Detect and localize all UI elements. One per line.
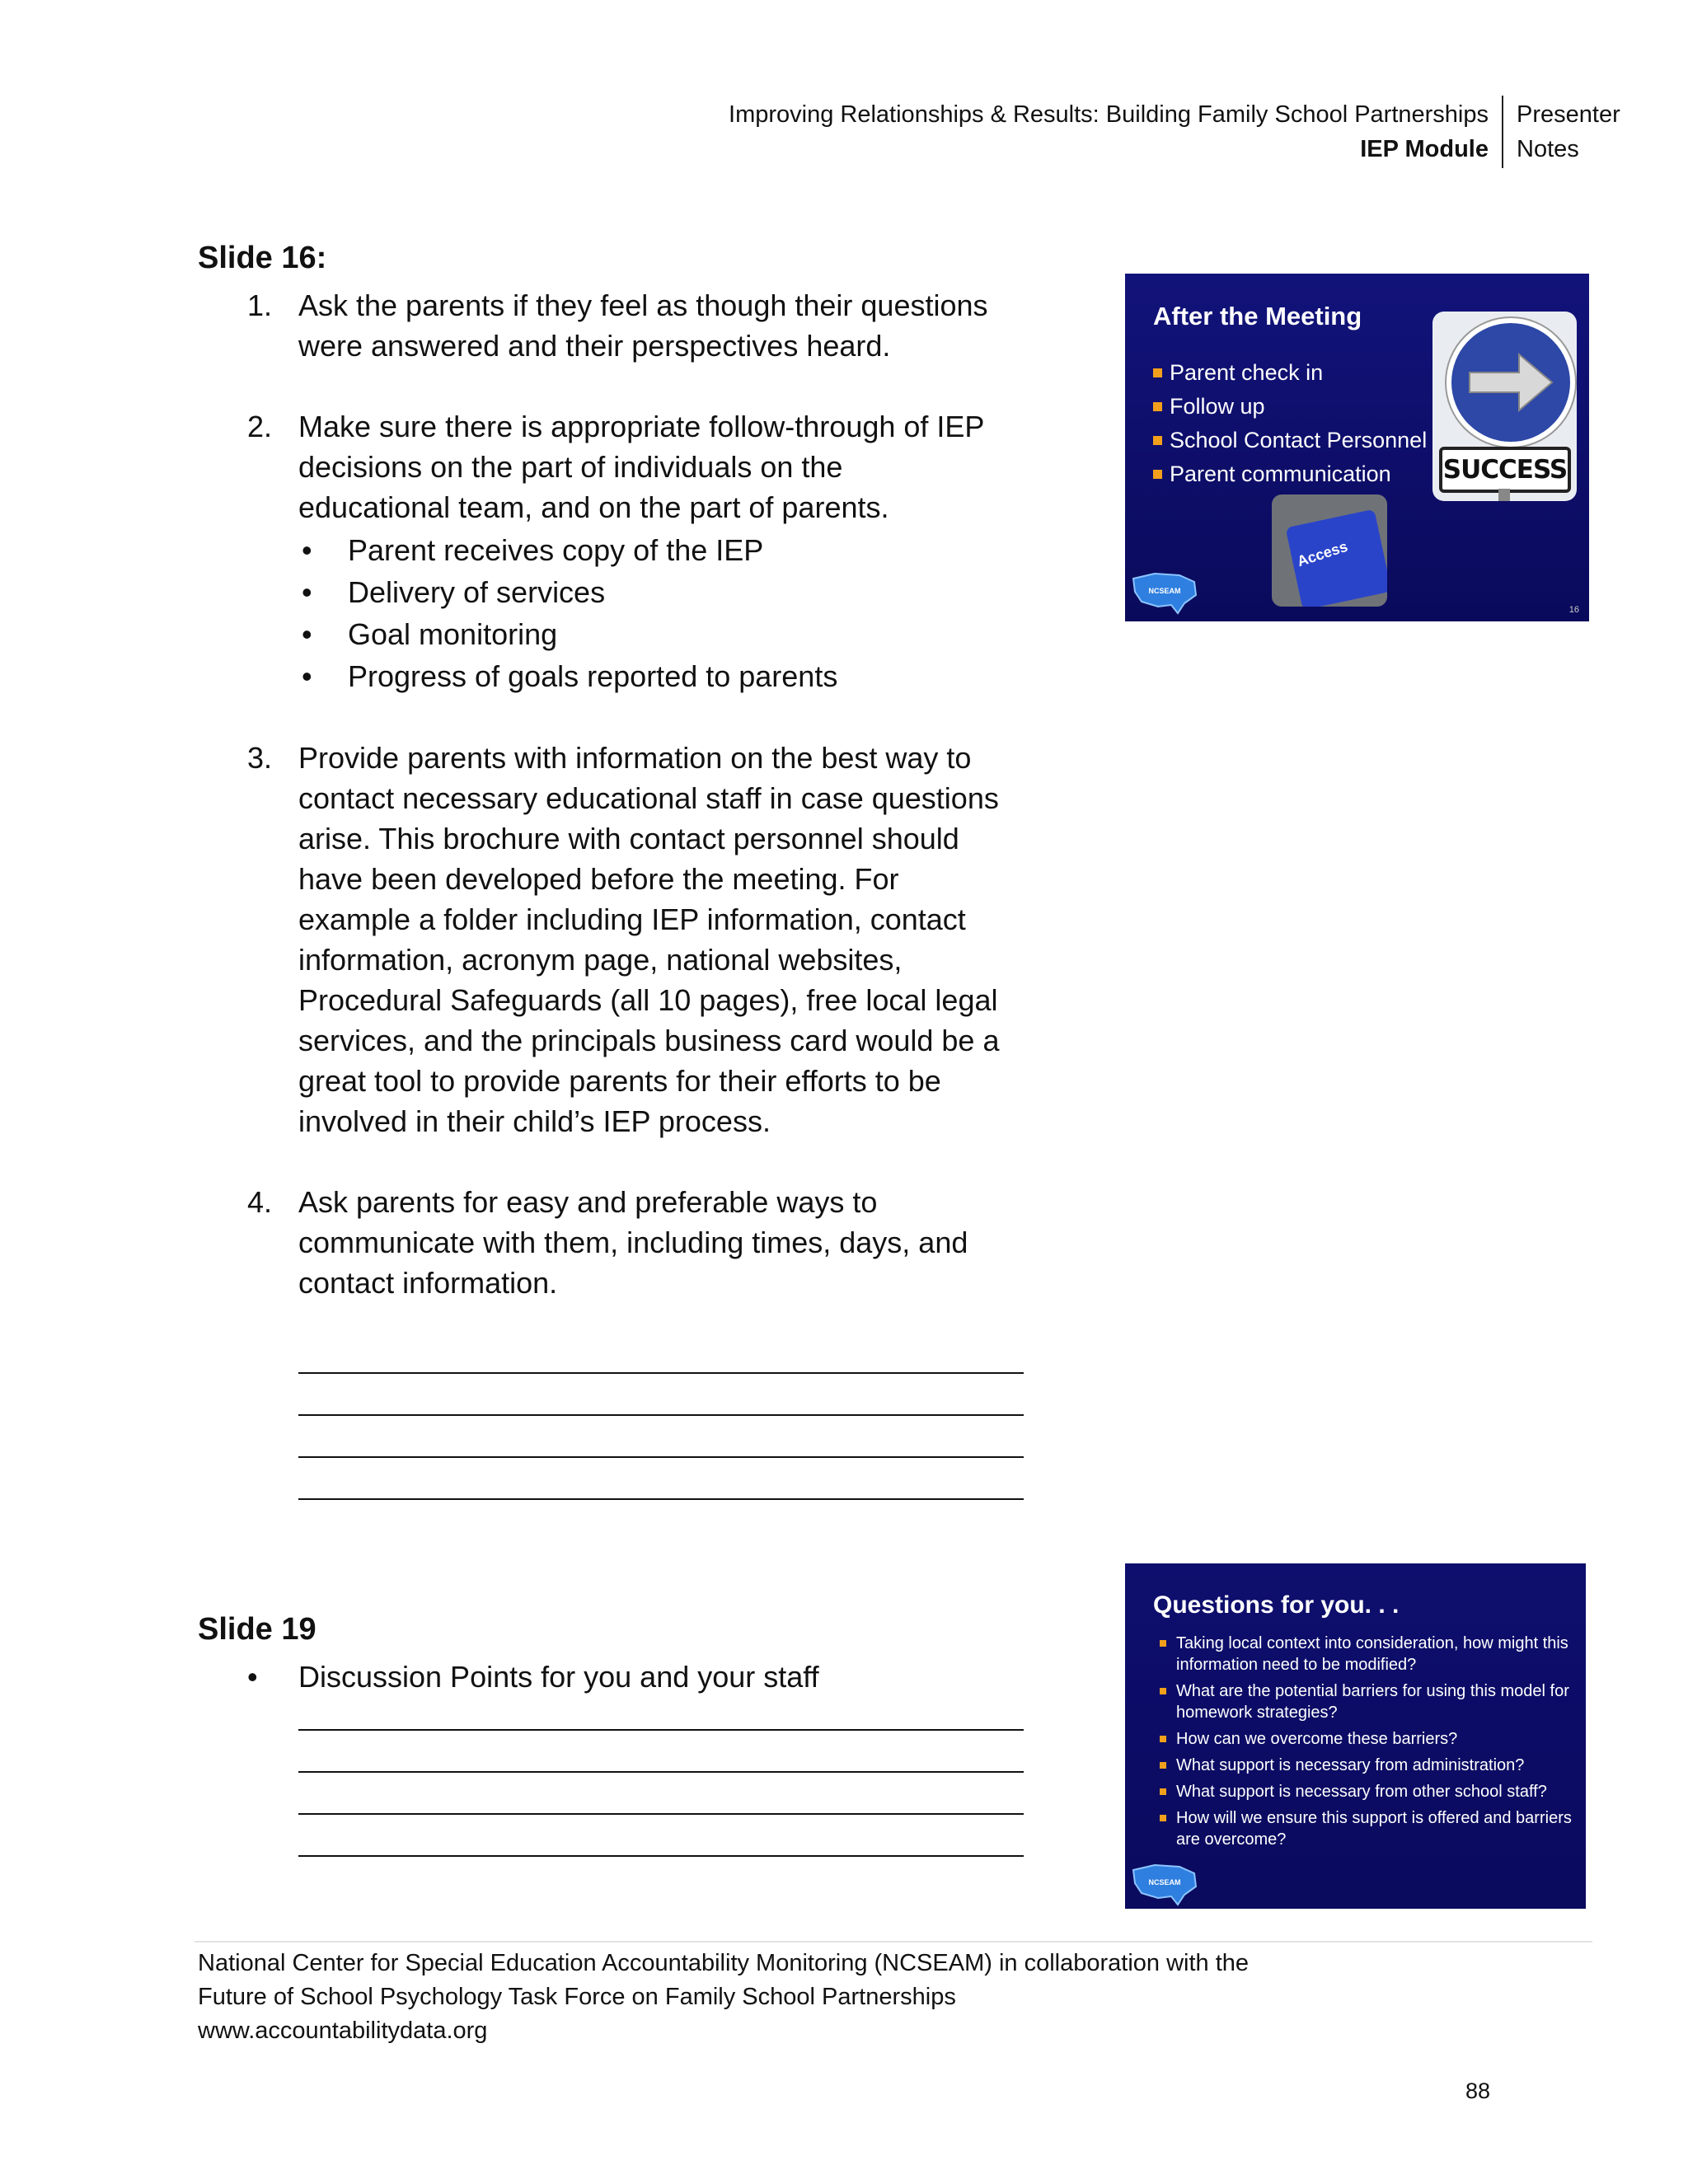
list-item-text-line: contact necessary educational staff in case questions: [298, 781, 999, 815]
bullet-square-icon: [1160, 1736, 1166, 1742]
slide-19-heading: Slide 19: [198, 1612, 316, 1647]
writing-line: [298, 1855, 1024, 1857]
success-sign-image: [1432, 312, 1577, 501]
success-sign-text: SUCCESS: [1439, 447, 1571, 493]
thumbnail-bullet-text: Taking local context into consideration, how might this information need to be modified?: [1176, 1634, 1568, 1674]
right-arrow-icon: [1447, 318, 1575, 447]
slide-16-numbered-list: [198, 285, 1030, 1343]
document-header-label: [1517, 97, 1620, 166]
sublist-item-text: Delivery of services: [348, 575, 606, 609]
bullet-square-icon: [1153, 470, 1162, 479]
bullet-square-icon: [1153, 436, 1162, 445]
bullet-glyph: •: [302, 659, 312, 693]
bullet-square-icon: [1153, 402, 1162, 411]
header-divider: [1502, 96, 1503, 168]
numbered-list-item: [198, 285, 1030, 366]
thumbnail-bullet-text: Parent check in: [1170, 360, 1324, 385]
list-item-text-line: involved in their child’s IEP process.: [298, 1104, 771, 1138]
list-item-text-line: information, acronym page, national websites,: [298, 943, 903, 977]
list-number: 4.: [247, 1185, 273, 1219]
list-item-text-line: Ask parents for easy and preferable ways to: [298, 1185, 878, 1219]
list-item-text-line: were answered and their perspectives heard.: [298, 329, 891, 363]
bullet-glyph: •: [302, 575, 312, 609]
bullet-glyph: •: [302, 533, 312, 567]
list-item-text-line: Make sure there is appropriate follow-through of IEP: [298, 410, 985, 443]
thumbnail-bullet-text: What support is necessary from administration?: [1176, 1756, 1525, 1774]
thumbnail-bullet: [1160, 1755, 1572, 1776]
ncseam-logo-text: NCSEAM: [1148, 1878, 1181, 1886]
header-title-line: Improving Relationships & Results: Building Family School Partnerships: [729, 101, 1489, 128]
thumbnail-title: Questions for you. . .: [1153, 1591, 1400, 1619]
thumbnail-bullet: [1153, 424, 1427, 457]
thumbnail-bullet: [1153, 356, 1427, 390]
sublist-item: [298, 571, 1030, 613]
footer-line: National Center for Special Education Accountability Monitoring (NCSEAM) in collaboration with the: [198, 1950, 1250, 1976]
ncseam-logo: [1130, 570, 1199, 616]
slide-19-bullet-text: Discussion Points for you and your staff: [298, 1660, 819, 1694]
footer-divider: [195, 1941, 1592, 1943]
bullet-glyph: •: [247, 1660, 258, 1694]
bullet-glyph: •: [302, 617, 312, 651]
slide-19-bullet: [198, 1657, 819, 1697]
writing-line: [298, 1498, 1024, 1500]
thumbnail-bullet: [1160, 1728, 1572, 1750]
footer-url: www.accountabilitydata.org: [198, 2018, 488, 2044]
sign-pole: [1498, 489, 1510, 501]
list-item-text-line: educational team, and on the part of parents.: [298, 490, 889, 524]
list-item-text-line: Provide parents with information on the best way to: [298, 741, 972, 775]
writing-line: [298, 1414, 1024, 1416]
thumbnail-bullet-text: School Contact Personnel: [1170, 428, 1428, 452]
writing-line: [298, 1372, 1024, 1374]
bullet-square-icon: [1160, 1815, 1166, 1821]
bullet-square-icon: [1153, 368, 1162, 377]
sublist-item-text: Goal monitoring: [348, 617, 558, 651]
page-number: 88: [1465, 2079, 1491, 2103]
document-footer: [198, 1947, 1249, 2048]
bullet-sublist: [298, 529, 1030, 697]
numbered-list-item: [198, 1182, 1030, 1303]
list-item-text-line: decisions on the part of individuals on the: [298, 450, 843, 484]
list-number: 3.: [247, 741, 273, 775]
header-module-name: IEP Module: [1360, 136, 1489, 162]
sublist-item: [298, 655, 1030, 697]
thumbnail-bullet-text: Follow up: [1170, 394, 1265, 419]
bullet-square-icon: [1160, 1640, 1166, 1647]
thumbnail-bullet-text: How can we overcome these barriers?: [1176, 1730, 1458, 1748]
numbered-list-item: [198, 406, 1030, 697]
thumbnail-bullet-list: [1153, 356, 1427, 491]
bullet-square-icon: [1160, 1688, 1166, 1694]
thumbnail-bullet-text: What are the potential barriers for using this model for homework strategies?: [1176, 1682, 1569, 1722]
sublist-item-text: Progress of goals reported to parents: [348, 659, 838, 693]
list-item-text-line: communicate with them, including times, days, and: [298, 1226, 968, 1259]
list-item-text-line: arise. This brochure with contact personnel should: [298, 822, 959, 855]
ncseam-logo-text: NCSEAM: [1148, 587, 1181, 595]
writing-line: [298, 1729, 1024, 1731]
slide-16-heading: Slide 16:: [198, 241, 327, 275]
list-item-text-line: have been developed before the meeting. For: [298, 862, 899, 896]
thumbnail-bullet: [1160, 1633, 1572, 1675]
thumbnail-bullet: [1160, 1680, 1572, 1723]
numbered-list-item: [198, 738, 1030, 1141]
thumbnail-bullet: [1160, 1781, 1572, 1802]
access-key-text: Access: [1295, 537, 1350, 570]
thumbnail-bullet-text: What support is necessary from other school staff?: [1176, 1783, 1547, 1801]
list-number: 2.: [247, 410, 273, 443]
list-item-text-line: great tool to provide parents for their efforts to be: [298, 1064, 941, 1098]
list-item-text-line: example a folder including IEP information, contact: [298, 902, 966, 936]
slide-16-thumbnail: [1125, 274, 1589, 621]
thumbnail-bullet-text: Parent communication: [1170, 462, 1391, 486]
notes-lines-slide-19: [298, 1729, 1024, 1897]
footer-line: Future of School Psychology Task Force on Family School Partnerships: [198, 1984, 956, 2010]
writing-line: [298, 1771, 1024, 1773]
access-key-image: [1272, 494, 1387, 607]
bullet-square-icon: [1160, 1788, 1166, 1795]
slide-19-thumbnail: [1125, 1563, 1586, 1909]
list-item-text-line: contact information.: [298, 1266, 558, 1300]
thumbnail-slide-number: 16: [1568, 605, 1579, 615]
header-label-line2: Notes: [1517, 136, 1579, 162]
sublist-item: [298, 613, 1030, 655]
thumbnail-title: After the Meeting: [1153, 302, 1362, 330]
writing-line: [298, 1456, 1024, 1458]
document-header-title: [729, 97, 1489, 166]
list-item-text-line: Procedural Safeguards (all 10 pages), free local legal: [298, 983, 998, 1017]
list-item-text-line: Ask the parents if they feel as though their questions: [298, 288, 988, 322]
bullet-square-icon: [1160, 1762, 1166, 1769]
list-number: 1.: [247, 288, 273, 322]
thumbnail-bullet-text: How will we ensure this support is offered and barriers are overcome?: [1176, 1809, 1572, 1849]
header-label-line1: Presenter: [1517, 101, 1620, 128]
thumbnail-bullet: [1160, 1807, 1572, 1850]
notes-lines-slide-16: [298, 1372, 1024, 1540]
ncseam-logo: [1130, 1862, 1199, 1908]
sublist-item-text: Parent receives copy of the IEP: [348, 533, 764, 567]
writing-line: [298, 1813, 1024, 1815]
thumbnail-bullet: [1153, 457, 1427, 491]
sublist-item: [298, 529, 1030, 571]
thumbnail-bullet-list: [1160, 1633, 1572, 1855]
list-item-text-line: services, and the principals business card would be a: [298, 1024, 1000, 1057]
thumbnail-bullet: [1153, 390, 1427, 424]
